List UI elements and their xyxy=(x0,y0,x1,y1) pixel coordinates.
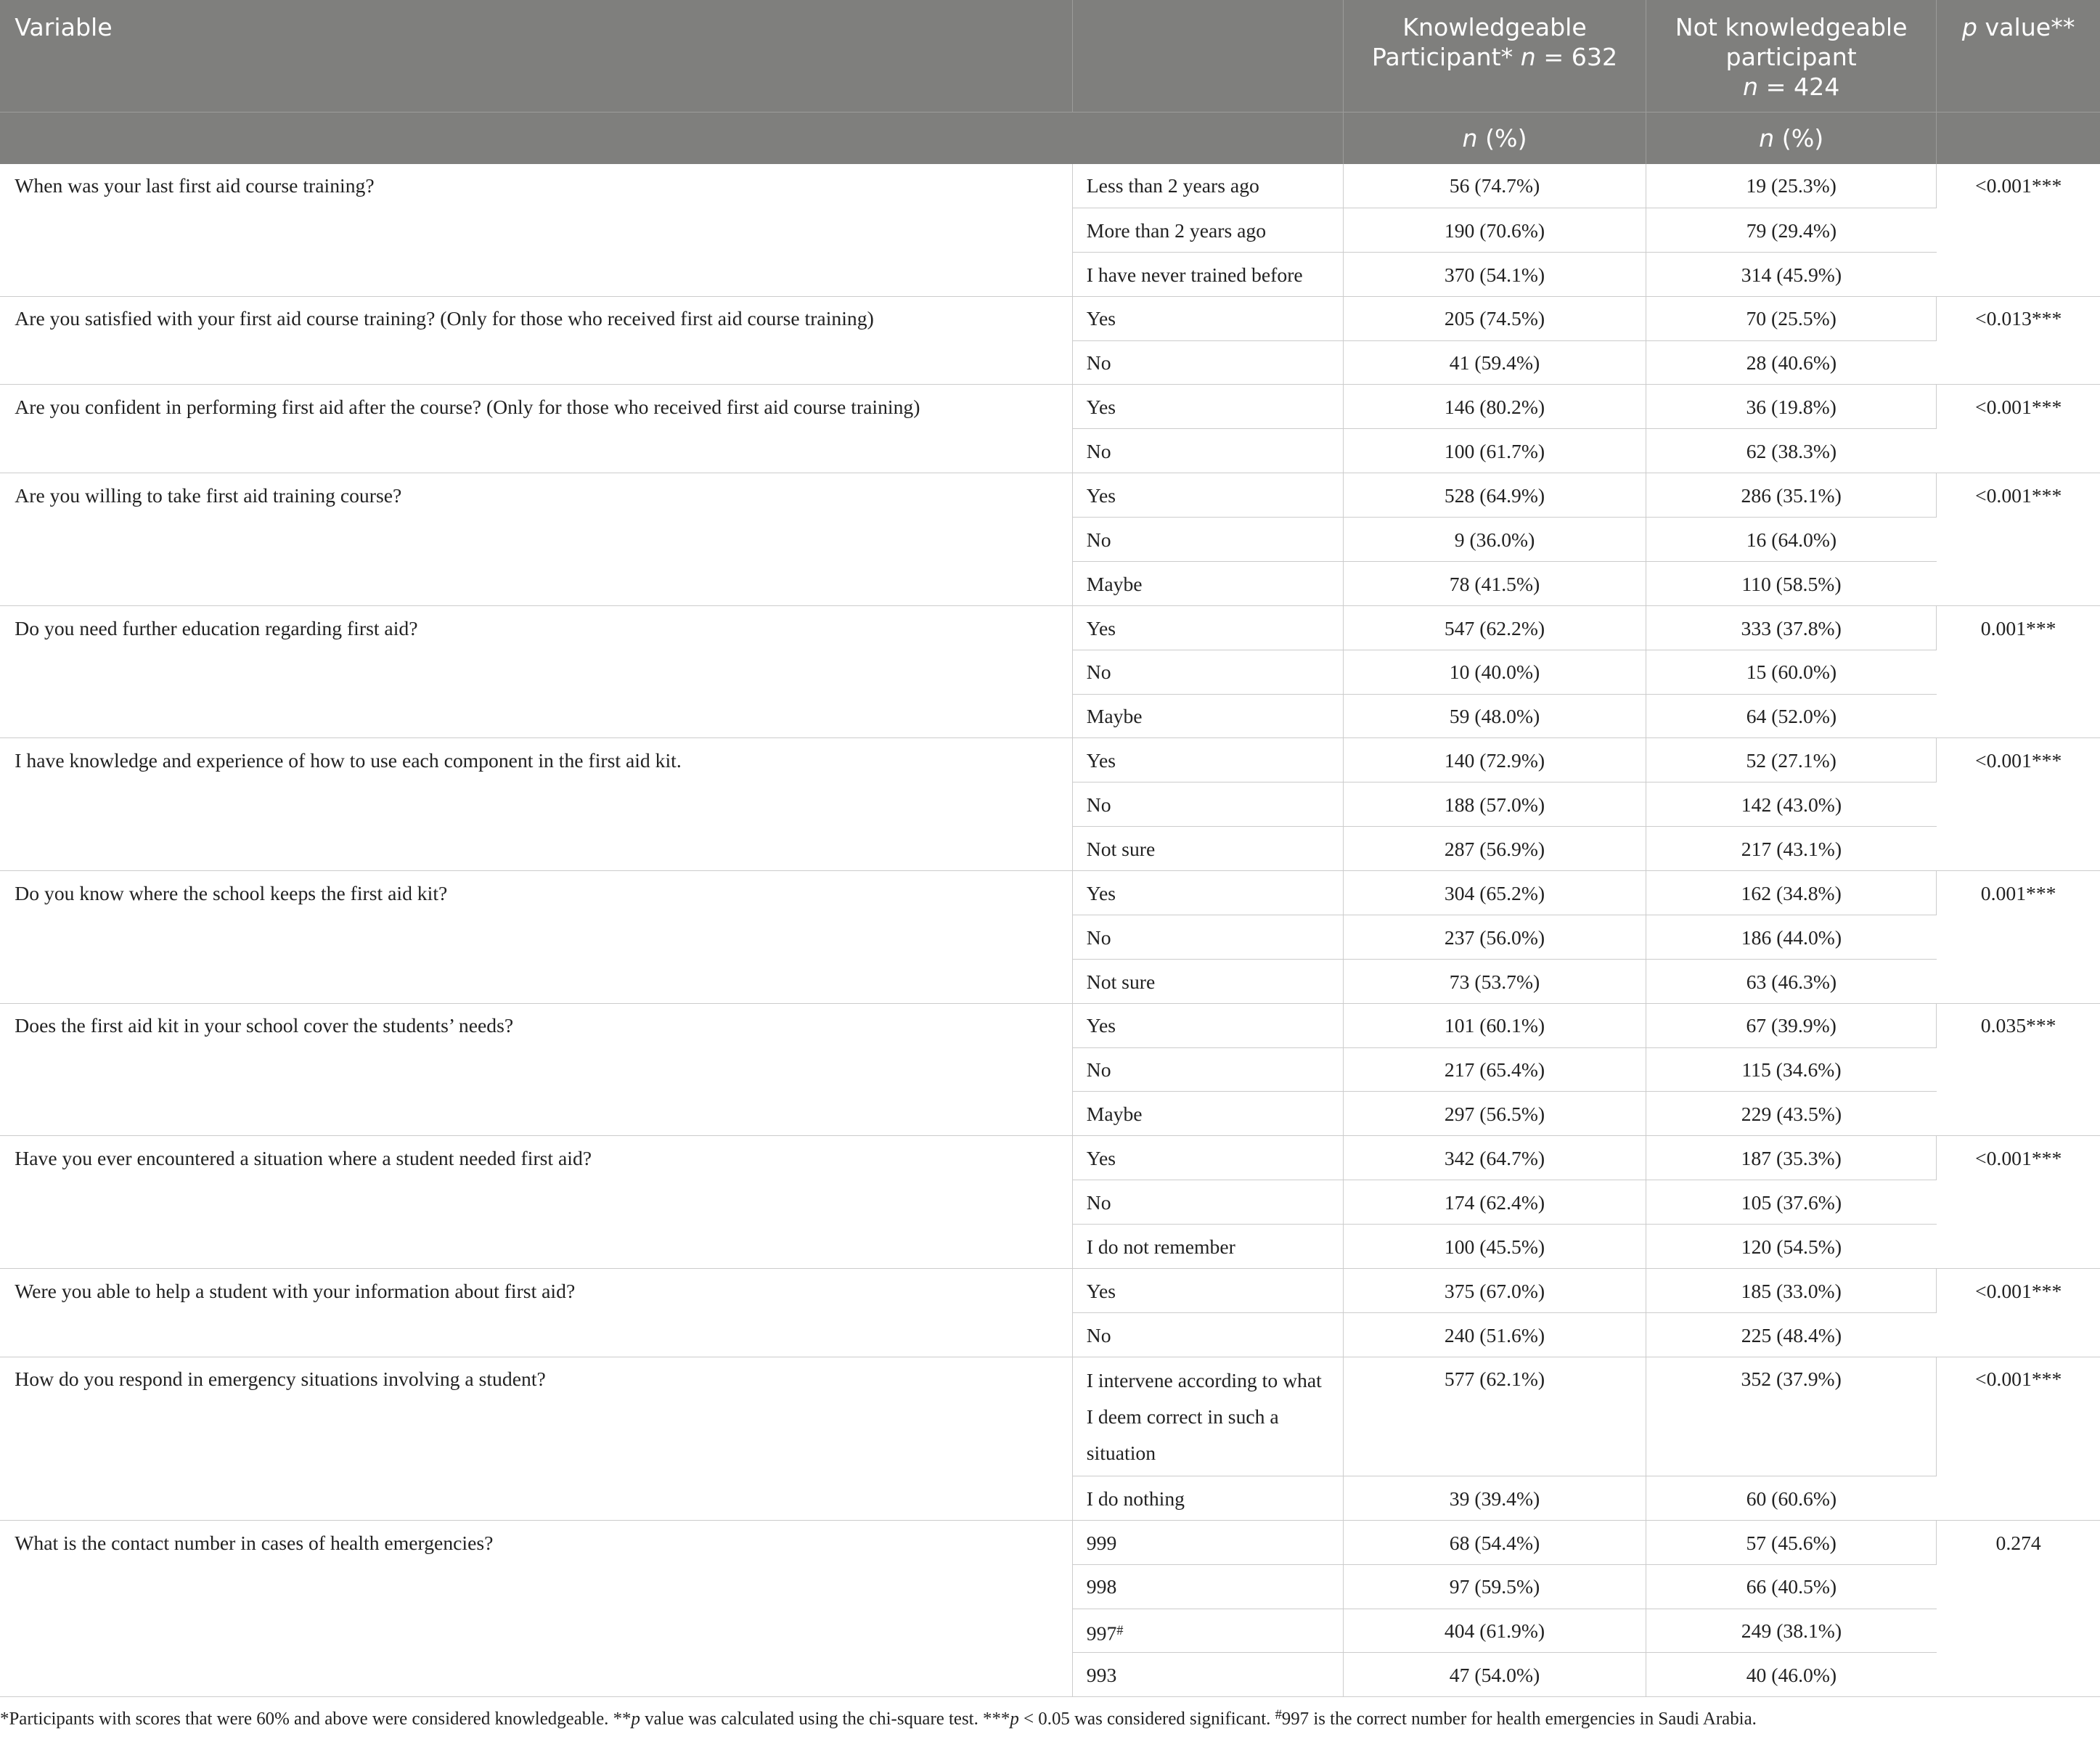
p-value-cell: <0.013*** xyxy=(1937,296,2100,385)
p-value-cell: <0.001*** xyxy=(1937,385,2100,473)
p-value-cell: 0.035*** xyxy=(1937,1003,2100,1136)
not-knowledgeable-count-cell: 62 (38.3%) xyxy=(1646,429,1937,473)
not-knowledgeable-count-cell: 115 (34.6%) xyxy=(1646,1047,1937,1092)
p-value-cell: <0.001*** xyxy=(1937,1357,2100,1520)
knowledgeable-count-cell: 342 (64.7%) xyxy=(1344,1136,1646,1180)
table-row xyxy=(0,296,2100,340)
option-cell: 998 xyxy=(1073,1564,1344,1609)
option-cell: Yes xyxy=(1073,1268,1344,1312)
p-value-cell: 0.001*** xyxy=(1937,871,2100,1004)
option-cell: No xyxy=(1073,1047,1344,1092)
knowledgeable-count-cell: 190 (70.6%) xyxy=(1344,208,1646,252)
not-knowledgeable-count-cell: 60 (60.6%) xyxy=(1646,1476,1937,1520)
option-cell: Yes xyxy=(1073,1136,1344,1180)
table-row xyxy=(0,1268,2100,1312)
table-subheader-row xyxy=(0,113,2100,164)
not-knowledgeable-count-cell: 67 (39.9%) xyxy=(1646,1003,1937,1047)
option-cell: Yes xyxy=(1073,1003,1344,1047)
option-cell: No xyxy=(1073,782,1344,827)
not-knowledgeable-count-cell: 66 (40.5%) xyxy=(1646,1564,1937,1609)
header-variable: Variable xyxy=(0,0,1073,113)
not-knowledgeable-count-cell: 225 (48.4%) xyxy=(1646,1312,1937,1357)
not-knowledgeable-count-cell: 28 (40.6%) xyxy=(1646,340,1937,385)
not-knowledgeable-count-cell: 52 (27.1%) xyxy=(1646,738,1937,782)
option-cell: I do nothing xyxy=(1073,1476,1344,1520)
knowledgeable-count-cell: 78 (41.5%) xyxy=(1344,561,1646,605)
knowledgeable-count-cell: 188 (57.0%) xyxy=(1344,782,1646,827)
option-cell: No xyxy=(1073,650,1344,694)
question-cell: Do you know where the school keeps the first aid kit? xyxy=(0,871,1073,1004)
table-row xyxy=(0,164,2100,208)
table-row xyxy=(0,473,2100,518)
knowledgeable-count-cell: 237 (56.0%) xyxy=(1344,915,1646,959)
table-footnote: *Participants with scores that were 60% and above were considered knowledgeable. **p value was calculated using the chi-square test. ***p < 0.05 was considered significant. #997 is the correct number for health emergencies in Saudi Arabia. xyxy=(0,1707,1757,1729)
table-header-row xyxy=(0,0,2100,113)
knowledgeable-count-cell: 140 (72.9%) xyxy=(1344,738,1646,782)
not-knowledgeable-count-cell: 64 (52.0%) xyxy=(1646,694,1937,738)
knowledgeable-count-cell: 41 (59.4%) xyxy=(1344,340,1646,385)
option-cell: I do not remember xyxy=(1073,1225,1344,1269)
subheader-blank xyxy=(0,113,1344,164)
option-cell: No xyxy=(1073,1180,1344,1225)
table-body xyxy=(0,164,2100,1697)
p-value-cell: <0.001*** xyxy=(1937,164,2100,297)
knowledgeable-count-cell: 47 (54.0%) xyxy=(1344,1653,1646,1697)
knowledgeable-count-cell: 217 (65.4%) xyxy=(1344,1047,1646,1092)
table-row xyxy=(0,1520,2100,1564)
option-cell: No xyxy=(1073,429,1344,473)
question-cell: Does the first aid kit in your school cover the students’ needs? xyxy=(0,1003,1073,1136)
question-cell: Were you able to help a student with your information about first aid? xyxy=(0,1268,1073,1357)
p-value-cell: <0.001*** xyxy=(1937,1136,2100,1269)
option-cell: Less than 2 years ago xyxy=(1073,164,1344,208)
not-knowledgeable-count-cell: 63 (46.3%) xyxy=(1646,959,1937,1003)
table-row xyxy=(0,871,2100,915)
knowledgeable-count-cell: 547 (62.2%) xyxy=(1344,605,1646,650)
not-knowledgeable-count-cell: 217 (43.1%) xyxy=(1646,827,1937,871)
option-cell: 997# xyxy=(1073,1609,1344,1653)
table-row xyxy=(0,1136,2100,1180)
not-knowledgeable-count-cell: 79 (29.4%) xyxy=(1646,208,1937,252)
knowledgeable-count-cell: 375 (67.0%) xyxy=(1344,1268,1646,1312)
not-knowledgeable-count-cell: 16 (64.0%) xyxy=(1646,518,1937,562)
knowledgeable-count-cell: 101 (60.1%) xyxy=(1344,1003,1646,1047)
p-value-cell: <0.001*** xyxy=(1937,473,2100,606)
knowledgeable-count-cell: 240 (51.6%) xyxy=(1344,1312,1646,1357)
header-not-knowledgeable: Not knowledgeable participant n = 424 xyxy=(1646,0,1937,113)
header-blank xyxy=(1073,0,1344,113)
question-cell: Are you willing to take first aid training course? xyxy=(0,473,1073,606)
option-cell: 999 xyxy=(1073,1520,1344,1564)
option-cell: 993 xyxy=(1073,1653,1344,1697)
option-cell: More than 2 years ago xyxy=(1073,208,1344,252)
knowledgeable-count-cell: 59 (48.0%) xyxy=(1344,694,1646,738)
question-cell: Are you satisfied with your first aid course training? (Only for those who received first aid course training) xyxy=(0,296,1073,385)
knowledgeable-count-cell: 97 (59.5%) xyxy=(1344,1564,1646,1609)
not-knowledgeable-count-cell: 19 (25.3%) xyxy=(1646,164,1937,208)
knowledgeable-count-cell: 297 (56.5%) xyxy=(1344,1092,1646,1136)
option-cell: Maybe xyxy=(1073,1092,1344,1136)
p-value-cell: 0.274 xyxy=(1937,1520,2100,1697)
option-cell: Yes xyxy=(1073,871,1344,915)
header-p-value: p value** xyxy=(1937,0,2100,113)
option-cell: No xyxy=(1073,915,1344,959)
option-cell: Not sure xyxy=(1073,827,1344,871)
knowledgeable-count-cell: 577 (62.1%) xyxy=(1344,1357,1646,1476)
knowledgeable-count-cell: 68 (54.4%) xyxy=(1344,1520,1646,1564)
option-cell: Yes xyxy=(1073,605,1344,650)
p-value-cell: 0.001*** xyxy=(1937,605,2100,738)
not-knowledgeable-count-cell: 142 (43.0%) xyxy=(1646,782,1937,827)
question-cell: I have knowledge and experience of how to use each component in the first aid kit. xyxy=(0,738,1073,871)
not-knowledgeable-count-cell: 70 (25.5%) xyxy=(1646,296,1937,340)
option-cell: I have never trained before xyxy=(1073,252,1344,296)
option-cell: No xyxy=(1073,518,1344,562)
knowledgeable-count-cell: 174 (62.4%) xyxy=(1344,1180,1646,1225)
header-knowledgeable: Knowledgeable Participant* n = 632 xyxy=(1344,0,1646,113)
knowledgeable-count-cell: 287 (56.9%) xyxy=(1344,827,1646,871)
knowledgeable-count-cell: 205 (74.5%) xyxy=(1344,296,1646,340)
knowledgeable-count-cell: 10 (40.0%) xyxy=(1344,650,1646,694)
p-value-cell: <0.001*** xyxy=(1937,1268,2100,1357)
option-cell: Yes xyxy=(1073,385,1344,429)
knowledgeable-count-cell: 9 (36.0%) xyxy=(1344,518,1646,562)
question-cell: How do you respond in emergency situations involving a student? xyxy=(0,1357,1073,1520)
knowledgeable-count-cell: 146 (80.2%) xyxy=(1344,385,1646,429)
question-cell: When was your last first aid course training? xyxy=(0,164,1073,297)
question-cell: What is the contact number in cases of health emergencies? xyxy=(0,1520,1073,1697)
table-row xyxy=(0,385,2100,429)
subheader-n-pct-not-knowledgeable: n (%) xyxy=(1646,113,1937,164)
p-value-cell: <0.001*** xyxy=(1937,738,2100,871)
knowledgeable-count-cell: 404 (61.9%) xyxy=(1344,1609,1646,1653)
not-knowledgeable-count-cell: 57 (45.6%) xyxy=(1646,1520,1937,1564)
knowledgeable-count-cell: 56 (74.7%) xyxy=(1344,164,1646,208)
subheader-n-pct-knowledgeable: n (%) xyxy=(1344,113,1646,164)
not-knowledgeable-count-cell: 314 (45.9%) xyxy=(1646,252,1937,296)
not-knowledgeable-count-cell: 352 (37.9%) xyxy=(1646,1357,1937,1476)
table-row xyxy=(0,1003,2100,1047)
option-cell: Maybe xyxy=(1073,561,1344,605)
knowledgeable-count-cell: 304 (65.2%) xyxy=(1344,871,1646,915)
not-knowledgeable-count-cell: 36 (19.8%) xyxy=(1646,385,1937,429)
knowledgeable-count-cell: 100 (45.5%) xyxy=(1344,1225,1646,1269)
not-knowledgeable-count-cell: 162 (34.8%) xyxy=(1646,871,1937,915)
not-knowledgeable-count-cell: 120 (54.5%) xyxy=(1646,1225,1937,1269)
question-cell: Do you need further education regarding first aid? xyxy=(0,605,1073,738)
not-knowledgeable-count-cell: 229 (43.5%) xyxy=(1646,1092,1937,1136)
not-knowledgeable-count-cell: 185 (33.0%) xyxy=(1646,1268,1937,1312)
not-knowledgeable-count-cell: 110 (58.5%) xyxy=(1646,561,1937,605)
question-cell: Have you ever encountered a situation where a student needed first aid? xyxy=(0,1136,1073,1269)
knowledgeable-count-cell: 100 (61.7%) xyxy=(1344,429,1646,473)
not-knowledgeable-count-cell: 249 (38.1%) xyxy=(1646,1609,1937,1653)
table-row xyxy=(0,1357,2100,1476)
knowledgeable-count-cell: 39 (39.4%) xyxy=(1344,1476,1646,1520)
not-knowledgeable-count-cell: 105 (37.6%) xyxy=(1646,1180,1937,1225)
question-cell: Are you confident in performing first aid after the course? (Only for those who received first aid course training) xyxy=(0,385,1073,473)
option-cell: No xyxy=(1073,1312,1344,1357)
not-knowledgeable-count-cell: 286 (35.1%) xyxy=(1646,473,1937,518)
knowledgeable-count-cell: 73 (53.7%) xyxy=(1344,959,1646,1003)
not-knowledgeable-count-cell: 187 (35.3%) xyxy=(1646,1136,1937,1180)
option-cell: I intervene according to what I deem correct in such a situation xyxy=(1073,1357,1344,1476)
knowledgeable-count-cell: 528 (64.9%) xyxy=(1344,473,1646,518)
not-knowledgeable-count-cell: 186 (44.0%) xyxy=(1646,915,1937,959)
knowledgeable-count-cell: 370 (54.1%) xyxy=(1344,252,1646,296)
option-cell: Yes xyxy=(1073,473,1344,518)
table-row xyxy=(0,738,2100,782)
option-cell: Maybe xyxy=(1073,694,1344,738)
not-knowledgeable-count-cell: 15 (60.0%) xyxy=(1646,650,1937,694)
option-cell: Yes xyxy=(1073,296,1344,340)
option-cell: Yes xyxy=(1073,738,1344,782)
not-knowledgeable-count-cell: 333 (37.8%) xyxy=(1646,605,1937,650)
table-row xyxy=(0,605,2100,650)
not-knowledgeable-count-cell: 40 (46.0%) xyxy=(1646,1653,1937,1697)
subheader-blank-p xyxy=(1937,113,2100,164)
option-cell: Not sure xyxy=(1073,959,1344,1003)
option-cell: No xyxy=(1073,340,1344,385)
